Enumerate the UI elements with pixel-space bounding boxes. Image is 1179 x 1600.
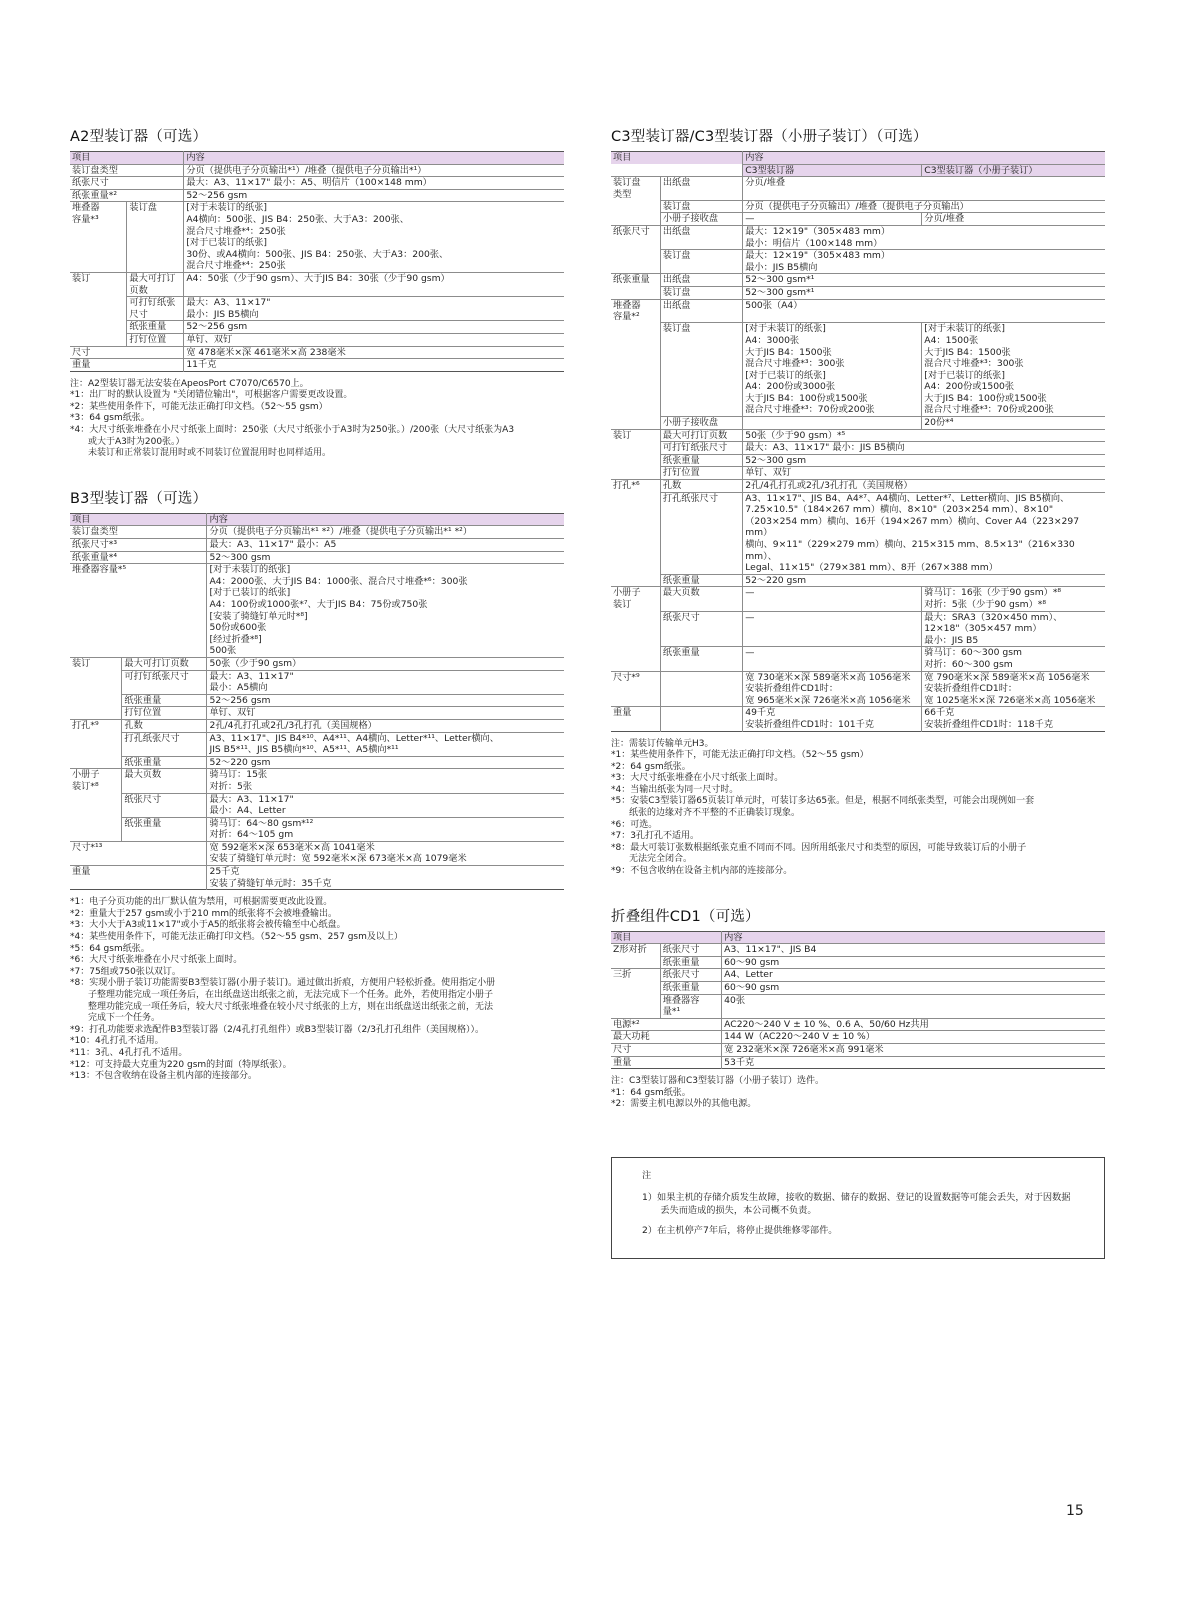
table-row bbox=[70, 732, 564, 756]
table-row bbox=[70, 539, 564, 552]
table-cell: 可打钉纸张尺寸 bbox=[127, 297, 184, 321]
table-cell: 最大可打订页数 bbox=[127, 272, 184, 296]
footnote: *2：重量大于257 gsm或小于210 mm的纸张将不会被堆叠输出。 bbox=[70, 908, 338, 919]
table-row bbox=[70, 297, 564, 321]
table-cell: 最大：A3、11×17" 最小：A5 bbox=[207, 539, 564, 552]
table-cell: 纸张尺寸 bbox=[660, 969, 721, 982]
table-cell: 打孔纸张尺寸 bbox=[122, 732, 207, 756]
table-cell: AC220～240 V ± 10 %、0.6 A、50/60 Hz共用 bbox=[722, 1018, 1105, 1031]
table-row bbox=[611, 417, 1105, 430]
table-cell: 52～300 gsm bbox=[207, 551, 564, 564]
table-cell: 分页/堆叠 bbox=[743, 177, 1105, 201]
table-cell: 小册子 装订*⁸ bbox=[70, 769, 122, 793]
table-cell: 项目 bbox=[70, 152, 184, 165]
table-cell: 最大可打订页数 bbox=[122, 657, 207, 670]
table-cell: 纸张尺寸 bbox=[70, 177, 184, 190]
table-cell bbox=[611, 323, 660, 417]
footnote: *2：64 gsm纸张。 bbox=[611, 761, 691, 772]
table-cell bbox=[743, 417, 922, 430]
table-cell: [对于未装订的纸张] A4横向：500张、JIS B4：250张、大于A3：200张、 混合尺寸堆叠*⁴：250张 [对于已装订的纸张] 30份、或A4横向：500张、JIS B4：250张、大于A3：200张、 混合尺寸堆叠*⁴：250张 bbox=[184, 202, 564, 273]
table-row bbox=[611, 250, 1105, 274]
table-cell: 装订盘 bbox=[660, 323, 742, 417]
footnote: *12：可支持最大克重为220 gsm的封面（特厚纸张）。 bbox=[70, 1059, 292, 1070]
footnote: *1：电子分页功能的出厂默认值为禁用，可根据需要更改此设置。 bbox=[70, 897, 333, 908]
table-cell: A4：50张（少于90 gsm）、大于JIS B4：30张（少于90 gsm） bbox=[184, 272, 564, 296]
table-cell bbox=[611, 250, 660, 274]
table-cell: 堆叠器容 量*¹ bbox=[660, 994, 721, 1018]
table-row bbox=[611, 647, 1105, 671]
table-header-row bbox=[70, 513, 564, 526]
table-cell bbox=[611, 611, 660, 647]
table-cell: 装订 bbox=[611, 429, 660, 442]
table-cell: 纸张重量 bbox=[660, 982, 721, 995]
table-row bbox=[611, 982, 1105, 995]
table-row bbox=[70, 346, 564, 359]
table-cell: 纸张重量 bbox=[660, 647, 742, 671]
table-cell: 装订盘类型 bbox=[70, 164, 184, 177]
footnote: *9：不包含收纳在设备主机内部的连接部分。 bbox=[611, 866, 793, 877]
table-cell: 单钉、双钉 bbox=[184, 333, 564, 346]
footnote: *2：需要主机电源以外的其他电源。 bbox=[611, 1099, 757, 1110]
b3-title: B3型装订器（可选） bbox=[70, 490, 208, 507]
table-cell: 装订 bbox=[70, 272, 127, 296]
table-cell: 纸张尺寸 bbox=[660, 611, 742, 647]
table-row bbox=[70, 817, 564, 841]
right-column bbox=[611, 128, 1105, 1259]
table-cell: 50张（少于90 gsm） bbox=[207, 657, 564, 670]
table-row bbox=[70, 719, 564, 732]
table-cell: 最大：A3、11×17" 最小：A5横向 bbox=[207, 670, 564, 694]
table-cell: 可打钉纸张尺寸 bbox=[122, 670, 207, 694]
table-cell: C3型装订器（小册子装订） bbox=[922, 164, 1105, 177]
table-cell: 小册子 装订 bbox=[611, 587, 660, 611]
cd1-section bbox=[611, 908, 1105, 1111]
table-cell bbox=[611, 467, 660, 480]
table-cell: 49千克 安装折叠组件CD1时：101千克 bbox=[743, 707, 922, 731]
table-row bbox=[611, 671, 1105, 707]
b3-notes bbox=[70, 897, 564, 1083]
table-cell: 装订盘 bbox=[660, 250, 742, 274]
footnote: *10：4孔打孔不适用。 bbox=[70, 1036, 164, 1047]
table-cell bbox=[611, 164, 743, 177]
table-cell: 打孔纸张尺寸 bbox=[660, 492, 742, 574]
table-cell: 纸张重量 bbox=[127, 321, 184, 334]
table-cell bbox=[70, 297, 127, 321]
c3-title: C3型装订器/C3型装订器（小册子装订）（可选） bbox=[611, 129, 928, 145]
table-cell bbox=[70, 694, 122, 707]
table-cell: 最大：A3、11×17" 最小：A5、明信片（100×148 mm） bbox=[184, 177, 564, 190]
table-cell: 装订盘 bbox=[660, 287, 742, 300]
table-cell: 尺寸*⁹ bbox=[611, 671, 660, 707]
table-cell: 宽 790毫米×深 589毫米×高 1056毫米 安装折叠组件CD1时： 宽 1025毫米×深 726毫米×高 1056毫米 bbox=[922, 671, 1105, 707]
table-cell: 项目 bbox=[70, 513, 207, 526]
cd1-title: 折叠组件CD1（可选） bbox=[611, 908, 760, 925]
table-cell: 装订盘 bbox=[127, 202, 184, 273]
table-cell bbox=[611, 994, 660, 1018]
table-cell: 60～90 gsm bbox=[722, 982, 1105, 995]
table-row bbox=[611, 454, 1105, 467]
table-row bbox=[70, 756, 564, 769]
table-row bbox=[611, 1018, 1105, 1031]
table-row bbox=[611, 429, 1105, 442]
table-row bbox=[70, 657, 564, 670]
table-cell: 装订 bbox=[70, 657, 122, 670]
table-cell: C3型装订器 bbox=[743, 164, 922, 177]
table-row bbox=[611, 944, 1105, 957]
footnote: 注：C3型装订器和C3型装订器（小册子装订）选件。 bbox=[611, 1076, 825, 1087]
notice-item-2: 2）在主机停产7年后，将停止提供维修零部件。 bbox=[642, 1225, 838, 1237]
table-row bbox=[611, 274, 1105, 287]
table-row bbox=[611, 480, 1105, 493]
a2-notes bbox=[70, 379, 564, 460]
table-cell: 堆叠器容量*⁵ bbox=[70, 564, 207, 658]
table-cell: [对于未装订的纸张] A4：2000张、大于JIS B4：1000张、混合尺寸堆叠*⁶：300张 [对于已装订的纸张] A4：100份或1000张*⁷、大于JIS B4：75份或750张 [安装了骑缝钉单元时*⁸] 50份或600张 [经过折叠*⁸] 500张 bbox=[207, 564, 564, 658]
footnote: *8：实现小册子装订功能需要B3型装订器(小册子装订)。通过做出折痕，方便用户轻松折叠。使用指定小册 子整理功能完成一项任务后，在出纸盘送出纸张之前，无法完成下一个任务。此外，若使用指定小册子 整理功能完成一项任务后，较大尺寸纸张堆叠在较小尺寸纸张的上方，则在出纸盘送出纸张之前，无法 完成下一个任务。 bbox=[70, 978, 496, 1024]
table-cell: 60～90 gsm bbox=[722, 956, 1105, 969]
table-cell: 骑马订：60～300 gsm 对折：60～300 gsm bbox=[922, 647, 1105, 671]
notice-item-1: 1）如果主机的存储介质发生故障，接收的数据、储存的数据、登记的设置数据等可能会丢失，对于因数据 丢失而造成的损失，本公司概不负责。 bbox=[642, 1192, 1071, 1216]
footnote: *4：大尺寸纸张堆叠在小尺寸纸张上面时：250张（大尺寸纸张小于A3时为250张。）/200张（大尺寸纸张为A3 或大于A3时为200张。） 未装订和正常装订混用时或不同装订位置混用时也同样适用。 bbox=[70, 425, 515, 459]
table-row bbox=[70, 694, 564, 707]
table-cell: 52～220 gsm bbox=[743, 574, 1105, 587]
table-cell bbox=[611, 574, 660, 587]
footnote: 注：需装订传输单元H3。 bbox=[611, 738, 714, 749]
table-cell: 孔数 bbox=[122, 719, 207, 732]
table-row bbox=[611, 1043, 1105, 1056]
table-cell: 52～300 gsm*¹ bbox=[743, 287, 1105, 300]
table-cell: 骑马订：15张 对折：5张 bbox=[207, 769, 564, 793]
table-cell: 20份*⁴ bbox=[922, 417, 1105, 430]
table-cell: A3、11×17"、JIS B4、A4*⁷、A4横向、Letter*⁷、Letter横向、JIS B5横向、 7.25×10.5"（184×267 mm）横向、8×10"（203×254 mm）、8×10" （203×254 mm）横向、16开（194×267 mm）横向、Cover A4（223×297 mm） 横向、9×11"（229×279 mm）横向、215×315 mm、8.5×13"（216×330 mm）、 Legal、11×15"（279×381 mm）、8开（267×388 mm） bbox=[743, 492, 1105, 574]
table-row bbox=[611, 956, 1105, 969]
table-cell: 最大：12×19"（305×483 mm） 最小：JIS B5横向 bbox=[743, 250, 1105, 274]
table-cell: [对于未装订的纸张] A4：1500张 大于JIS B4：1500张 混合尺寸堆叠*³：300张 [对于已装订的纸张] A4：200份或1500张 大于JIS B4：100份或1500张 混合尺寸堆叠*³：70份或200张 bbox=[922, 323, 1105, 417]
table-row bbox=[611, 467, 1105, 480]
table-cell: 最大：12×19"（305×483 mm） 最小：明信片（100×148 mm） bbox=[743, 226, 1105, 250]
table-cell: 最大：A3、11×17" 最小：A4、Letter bbox=[207, 793, 564, 817]
c3-spec-table bbox=[611, 151, 1105, 732]
a2-spec-table bbox=[70, 151, 564, 372]
table-cell: 最大：A3、11×17" 最小：JIS B5横向 bbox=[184, 297, 564, 321]
table-row bbox=[611, 213, 1105, 226]
table-row bbox=[611, 707, 1105, 731]
table-cell: [对于未装订的纸张] A4：3000张 大于JIS B4：1500张 混合尺寸堆叠*³：300张 [对于已装订的纸张] A4：200份或3000张 大于JIS B4：100份或1500张 混合尺寸堆叠*³：70份或200张 bbox=[743, 323, 922, 417]
footnote: *5：安装C3型装订器65页装订单元时，可装订多达65张。但是，根据不同纸张类型，可能会出现例如一套 纸张的边缘对齐不平整的不正确装订现象。 bbox=[611, 796, 1035, 819]
cd1-spec-table bbox=[611, 931, 1105, 1070]
table-cell: 重量 bbox=[611, 1056, 722, 1069]
table-cell: A3、11×17"、JIS B4 bbox=[722, 944, 1105, 957]
table-cell: 52～220 gsm bbox=[207, 756, 564, 769]
footnote: *2：某些使用条件下，可能无法正确打印文档。（52～55 gsm） bbox=[70, 401, 328, 412]
table-cell bbox=[611, 956, 660, 969]
table-row bbox=[611, 323, 1105, 417]
table-cell: 最大页数 bbox=[660, 587, 742, 611]
table-cell: 项目 bbox=[611, 152, 743, 165]
table-cell: 打钉位置 bbox=[660, 467, 742, 480]
table-row bbox=[70, 670, 564, 694]
table-row bbox=[70, 359, 564, 372]
table-cell: 最大：SRA3（320×450 mm）、 12×18"（305×457 mm） 最小：JIS B5 bbox=[922, 611, 1105, 647]
table-cell bbox=[611, 454, 660, 467]
table-cell: 堆叠器 容量*³ bbox=[70, 202, 127, 273]
table-cell: 内容 bbox=[207, 513, 564, 526]
table-row bbox=[70, 177, 564, 190]
table-cell: 重量 bbox=[611, 707, 660, 731]
table-cell: A4、Letter bbox=[722, 969, 1105, 982]
table-cell bbox=[611, 442, 660, 455]
table-cell: 堆叠器 容量*² bbox=[611, 299, 660, 323]
table-cell: 项目 bbox=[611, 931, 722, 944]
table-cell: 纸张重量 bbox=[122, 756, 207, 769]
table-cell: 纸张尺寸 bbox=[122, 793, 207, 817]
table-row bbox=[70, 841, 564, 865]
table-cell: 分页/堆叠 bbox=[922, 213, 1105, 226]
table-cell: 52～300 gsm*¹ bbox=[743, 274, 1105, 287]
table-cell: 重量 bbox=[70, 359, 184, 372]
table-header-row bbox=[611, 152, 1105, 165]
table-row bbox=[611, 442, 1105, 455]
table-row bbox=[611, 994, 1105, 1018]
table-row bbox=[611, 969, 1105, 982]
table-cell: 500张（A4） bbox=[743, 299, 1105, 323]
table-cell: 出纸盘 bbox=[660, 226, 742, 250]
table-cell: 内容 bbox=[743, 152, 1105, 165]
page-number: 15 bbox=[1066, 1503, 1084, 1519]
table-cell bbox=[660, 671, 742, 707]
footnote: *3：大尺寸纸张堆叠在小尺寸纸张上面时。 bbox=[611, 773, 784, 784]
footnote: *9：打孔功能要求选配件B3型装订器（2/4孔打孔组件）或B3型装订器（2/3孔打孔组件（美国规格））。 bbox=[70, 1024, 484, 1035]
table-cell: 内容 bbox=[184, 152, 564, 165]
table-cell bbox=[660, 707, 742, 731]
table-cell: 25千克 安装了骑缝钉单元时：35千克 bbox=[207, 866, 564, 890]
table-cell: 单钉、双钉 bbox=[743, 467, 1105, 480]
footnote: *6：可选。 bbox=[611, 819, 658, 830]
footnote: *4：当输出纸张为同一尺寸时。 bbox=[611, 784, 739, 795]
table-cell: 纸张重量 bbox=[660, 454, 742, 467]
table-cell: 出纸盘 bbox=[660, 177, 742, 201]
table-cell bbox=[70, 670, 122, 694]
table-row bbox=[70, 272, 564, 296]
b3-spec-table bbox=[70, 513, 564, 890]
table-row bbox=[70, 164, 564, 177]
table-cell: 出纸盘 bbox=[660, 299, 742, 323]
a2-section bbox=[70, 128, 564, 460]
table-cell bbox=[611, 647, 660, 671]
table-cell: — bbox=[743, 213, 922, 226]
table-cell: 2孔/4孔打孔或2孔/3孔打孔（美国规格） bbox=[207, 719, 564, 732]
table-cell: 纸张重量 bbox=[660, 574, 742, 587]
table-cell: 可打钉纸张尺寸 bbox=[660, 442, 742, 455]
table-cell: 电源*² bbox=[611, 1018, 722, 1031]
footnote: *1：某些使用条件下，可能无法正确打印文档。（52～55 gsm） bbox=[611, 750, 869, 761]
table-cell: 2孔/4孔打孔或2孔/3孔打孔（美国规格） bbox=[743, 480, 1105, 493]
table-subheader-row bbox=[611, 164, 1105, 177]
table-cell: 单钉、双钉 bbox=[207, 707, 564, 720]
table-cell: — bbox=[743, 587, 922, 611]
table-row bbox=[611, 200, 1105, 213]
table-cell: 打钉位置 bbox=[127, 333, 184, 346]
table-cell: 纸张重量 bbox=[660, 956, 721, 969]
table-row bbox=[70, 793, 564, 817]
table-cell bbox=[70, 707, 122, 720]
c3-notes bbox=[611, 739, 1105, 878]
table-row bbox=[70, 551, 564, 564]
table-cell bbox=[70, 817, 122, 841]
footnote: *1：出厂时的默认设置为 "关闭错位输出"，可根据客户需要更改设置。 bbox=[70, 390, 353, 401]
c3-section bbox=[611, 128, 1105, 878]
footnote: *13：不包含收纳在设备主机内部的连接部分。 bbox=[70, 1071, 257, 1082]
table-cell: 打钉位置 bbox=[122, 707, 207, 720]
table-cell bbox=[70, 333, 127, 346]
table-header-row bbox=[611, 931, 1105, 944]
table-row bbox=[70, 189, 564, 202]
table-row bbox=[611, 287, 1105, 300]
table-cell: 尺寸 bbox=[70, 346, 184, 359]
table-header-row bbox=[70, 152, 564, 165]
a2-title: A2型装订器（可选） bbox=[70, 129, 208, 145]
table-cell: 小册子接收盘 bbox=[660, 213, 742, 226]
table-cell bbox=[611, 417, 660, 430]
table-cell: — bbox=[743, 611, 922, 647]
table-row bbox=[611, 587, 1105, 611]
table-row bbox=[70, 866, 564, 890]
footnote: *7：75组或750张以双订。 bbox=[70, 966, 181, 977]
table-cell: 分页（提供电子分页输出*¹）/堆叠（提供电子分页输出*¹） bbox=[184, 164, 564, 177]
table-cell: 打孔*⁶ bbox=[611, 480, 660, 493]
footnote: *3：64 gsm纸张。 bbox=[70, 413, 150, 424]
footnote: *3：大小大于A3或11×17"或小于A5的纸张将会被传输至中心纸盘。 bbox=[70, 920, 346, 931]
table-cell: 66千克 安装折叠组件CD1时：118千克 bbox=[922, 707, 1105, 731]
table-cell: 52～256 gsm bbox=[184, 189, 564, 202]
table-cell: 40张 bbox=[722, 994, 1105, 1018]
table-cell bbox=[611, 287, 660, 300]
table-cell: 最大可打订页数 bbox=[660, 429, 742, 442]
table-row bbox=[611, 177, 1105, 201]
table-cell: 宽 592毫米×深 653毫米×高 1041毫米 安装了骑缝钉单元时：宽 592毫米×深 673毫米×高 1079毫米 bbox=[207, 841, 564, 865]
table-cell: 装订盘 类型 bbox=[611, 177, 660, 201]
footnote: *7：3孔打孔不适用。 bbox=[611, 831, 699, 842]
table-cell: 宽 232毫米×深 726毫米×高 991毫米 bbox=[722, 1043, 1105, 1056]
table-cell bbox=[611, 200, 660, 213]
table-row bbox=[611, 574, 1105, 587]
table-cell bbox=[611, 982, 660, 995]
table-cell: 11千克 bbox=[184, 359, 564, 372]
table-cell: — bbox=[743, 647, 922, 671]
table-row bbox=[611, 611, 1105, 647]
table-cell bbox=[611, 213, 660, 226]
footnote: *6：大尺寸纸张堆叠在小尺寸纸张上面时。 bbox=[70, 955, 243, 966]
table-row bbox=[611, 1056, 1105, 1069]
table-cell: 尺寸*¹³ bbox=[70, 841, 207, 865]
left-column bbox=[70, 128, 564, 1083]
table-cell: A3、11×17"、JIS B4*¹⁰、A4*¹¹、A4横向、Letter*¹¹、Letter横向、 JIS B5*¹¹、JIS B5横向*¹⁰、A5*¹¹、A5横向*¹¹ bbox=[207, 732, 564, 756]
table-cell: 出纸盘 bbox=[660, 274, 742, 287]
table-cell bbox=[70, 793, 122, 817]
table-cell: 分页（提供电子分页输出）/堆叠（提供电子分页输出） bbox=[743, 200, 1105, 213]
table-cell: 装订盘类型 bbox=[70, 526, 207, 539]
footnote: *11：3孔、4孔打孔不适用。 bbox=[70, 1047, 188, 1058]
table-cell: 内容 bbox=[722, 931, 1105, 944]
footnote: *5：64 gsm纸张。 bbox=[70, 943, 150, 954]
b3-section bbox=[70, 490, 564, 1083]
table-cell: 尺寸 bbox=[611, 1043, 722, 1056]
table-cell: 144 W（AC220～240 V ± 10 %） bbox=[722, 1031, 1105, 1044]
table-cell: 纸张尺寸*³ bbox=[70, 539, 207, 552]
table-row bbox=[70, 202, 564, 273]
table-cell: Z形对折 bbox=[611, 944, 660, 957]
footnote: *1：64 gsm纸张。 bbox=[611, 1087, 691, 1098]
notice-title: 注 bbox=[642, 1169, 652, 1181]
table-row bbox=[611, 226, 1105, 250]
table-row bbox=[70, 333, 564, 346]
table-cell: 最大：A3、11×17" 最小：JIS B5横向 bbox=[743, 442, 1105, 455]
table-cell: 52～300 gsm bbox=[743, 454, 1105, 467]
table-cell: 宽 478毫米×深 461毫米×高 238毫米 bbox=[184, 346, 564, 359]
table-cell: 纸张重量*⁴ bbox=[70, 551, 207, 564]
table-cell bbox=[70, 756, 122, 769]
table-cell: 53千克 bbox=[722, 1056, 1105, 1069]
table-cell: 骑马订：16张（少于90 gsm）*⁸ 对折：5张（少于90 gsm）*⁸ bbox=[922, 587, 1105, 611]
table-row bbox=[70, 321, 564, 334]
table-cell: 小册子接收盘 bbox=[660, 417, 742, 430]
table-row bbox=[70, 707, 564, 720]
table-cell bbox=[611, 492, 660, 574]
table-row bbox=[70, 564, 564, 658]
table-cell: 装订盘 bbox=[660, 200, 742, 213]
table-cell: 最大页数 bbox=[122, 769, 207, 793]
footnote: *4：某些使用条件下，可能无法正确打印文档。（52～55 gsm、257 gsm及以上） bbox=[70, 932, 403, 943]
table-cell: 孔数 bbox=[660, 480, 742, 493]
footnote: 注：A2型装订器无法安装在ApeosPort C7070/C6570上。 bbox=[70, 378, 309, 389]
cd1-notes bbox=[611, 1076, 1105, 1111]
table-cell: 纸张重量 bbox=[122, 694, 207, 707]
table-cell: 分页（提供电子分页输出*¹ *²）/堆叠（提供电子分页输出*¹ *²） bbox=[207, 526, 564, 539]
notice-box bbox=[611, 1157, 1105, 1259]
table-row bbox=[611, 492, 1105, 574]
table-cell: 纸张重量 bbox=[122, 817, 207, 841]
table-row bbox=[70, 526, 564, 539]
table-row bbox=[611, 299, 1105, 323]
table-cell: 50张（少于90 gsm）*⁵ bbox=[743, 429, 1105, 442]
table-row bbox=[70, 769, 564, 793]
table-cell: 打孔*⁹ bbox=[70, 719, 122, 732]
table-cell: 重量 bbox=[70, 866, 207, 890]
table-cell: 骑马订：64～80 gsm*¹² 对折：64～105 gm bbox=[207, 817, 564, 841]
table-cell: 纸张重量 bbox=[611, 274, 660, 287]
table-cell: 纸张尺寸 bbox=[660, 944, 721, 957]
table-cell: 三折 bbox=[611, 969, 660, 982]
table-cell bbox=[70, 321, 127, 334]
footnote: *8：最大可装订张数根据纸张克重不同而不同。因所用纸张尺寸和类型的原因，可能导致装订后的小册子 无法完全闭合。 bbox=[611, 842, 1027, 865]
table-row bbox=[611, 1031, 1105, 1044]
table-cell: 最大功耗 bbox=[611, 1031, 722, 1044]
table-cell bbox=[70, 732, 122, 756]
table-cell: 52～256 gsm bbox=[207, 694, 564, 707]
table-cell: 纸张重量*² bbox=[70, 189, 184, 202]
table-cell: 52～256 gsm bbox=[184, 321, 564, 334]
table-cell: 纸张尺寸 bbox=[611, 226, 660, 250]
table-cell: 宽 730毫米×深 589毫米×高 1056毫米 安装折叠组件CD1时： 宽 965毫米×深 726毫米×高 1056毫米 bbox=[743, 671, 922, 707]
